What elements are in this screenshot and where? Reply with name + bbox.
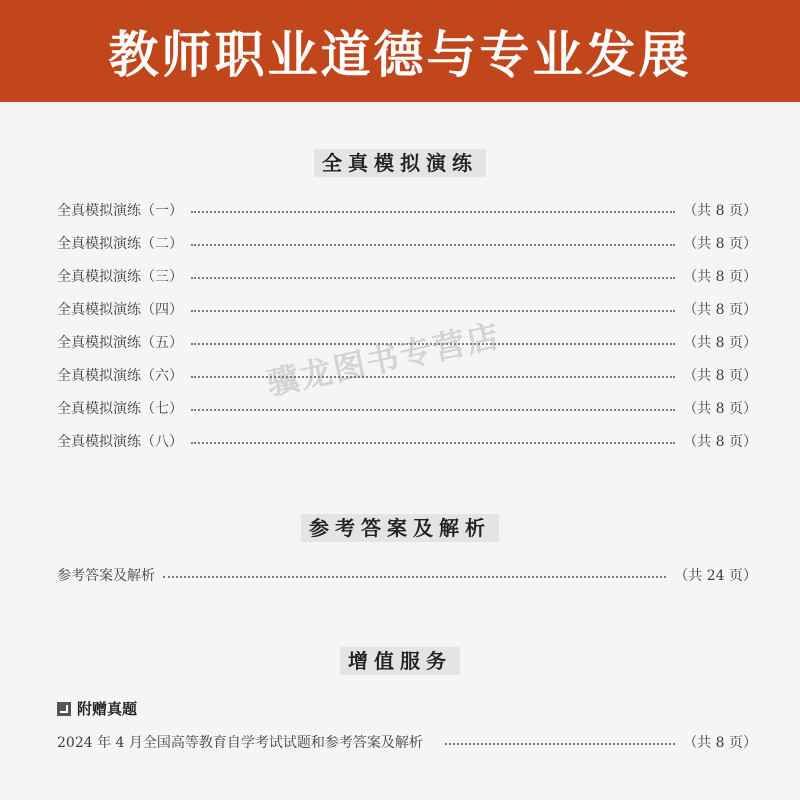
store-watermark: 骥龙图书专营店 — [263, 316, 504, 404]
toc-item-answers[interactable] — [57, 564, 757, 586]
toc-item-pages: （共 8 页） — [683, 269, 757, 285]
toc-item-simulation-8[interactable] — [57, 430, 757, 452]
section-heading-bonus: 增值服务 — [0, 645, 800, 674]
section-heading-simulation: 全真模拟演练 — [0, 147, 800, 176]
toc-item-pages: （共 8 页） — [683, 335, 757, 351]
toc-item-pages: （共 8 页） — [683, 203, 757, 219]
toc-item-pages: （共 8 页） — [683, 302, 757, 318]
toc-leader-dots — [191, 277, 675, 279]
bonus-subheading — [57, 698, 137, 719]
toc-leader-dots — [163, 576, 666, 578]
toc-leader-dots — [191, 442, 675, 444]
arrow-box-icon — [57, 702, 71, 716]
toc-item-label: 全真模拟演练（六） — [57, 368, 183, 384]
title-banner — [0, 0, 800, 102]
toc-leader-dots — [191, 310, 675, 312]
toc-leader-dots — [191, 409, 675, 411]
toc-item-pages: （共 8 页） — [683, 368, 757, 384]
toc-leader-dots — [445, 743, 675, 745]
book-title: 教师职业道德与专业发展 — [108, 26, 692, 84]
toc-item-pages: （共 8 页） — [683, 236, 757, 252]
section-heading-answers: 参考答案及解析 — [0, 512, 800, 541]
toc-leader-dots — [191, 211, 675, 213]
toc-item-simulation-3[interactable] — [57, 265, 757, 287]
toc-item-simulation-4[interactable] — [57, 298, 757, 320]
toc-item-pages: （共 8 页） — [683, 434, 757, 450]
toc-item-simulation-7[interactable] — [57, 397, 757, 419]
toc-item-bonus-exam[interactable] — [57, 731, 757, 753]
bonus-subheading-label: 附赠真题 — [77, 700, 138, 718]
toc-item-label: 全真模拟演练（五） — [57, 335, 183, 351]
toc-item-label: 全真模拟演练（三） — [57, 269, 183, 285]
toc-item-simulation-1[interactable] — [57, 199, 757, 221]
toc-item-label: 2024 年 4 月全国高等教育自学考试试题和参考答案及解析 — [57, 735, 423, 751]
toc-item-simulation-2[interactable] — [57, 232, 757, 254]
toc-leader-dots — [191, 376, 675, 378]
toc-leader-dots — [191, 244, 675, 246]
toc-item-label: 全真模拟演练（四） — [57, 302, 183, 318]
toc-item-pages: （共 8 页） — [683, 735, 757, 751]
toc-item-pages: （共 8 页） — [683, 401, 757, 417]
toc-item-label: 全真模拟演练（八） — [57, 434, 183, 450]
toc-item-label: 全真模拟演练（一） — [57, 203, 183, 219]
toc-item-label: 全真模拟演练（七） — [57, 401, 183, 417]
toc-item-label: 全真模拟演练（二） — [57, 236, 183, 252]
toc-item-pages: （共 24 页） — [674, 568, 757, 584]
toc-item-label: 参考答案及解析 — [57, 568, 155, 584]
